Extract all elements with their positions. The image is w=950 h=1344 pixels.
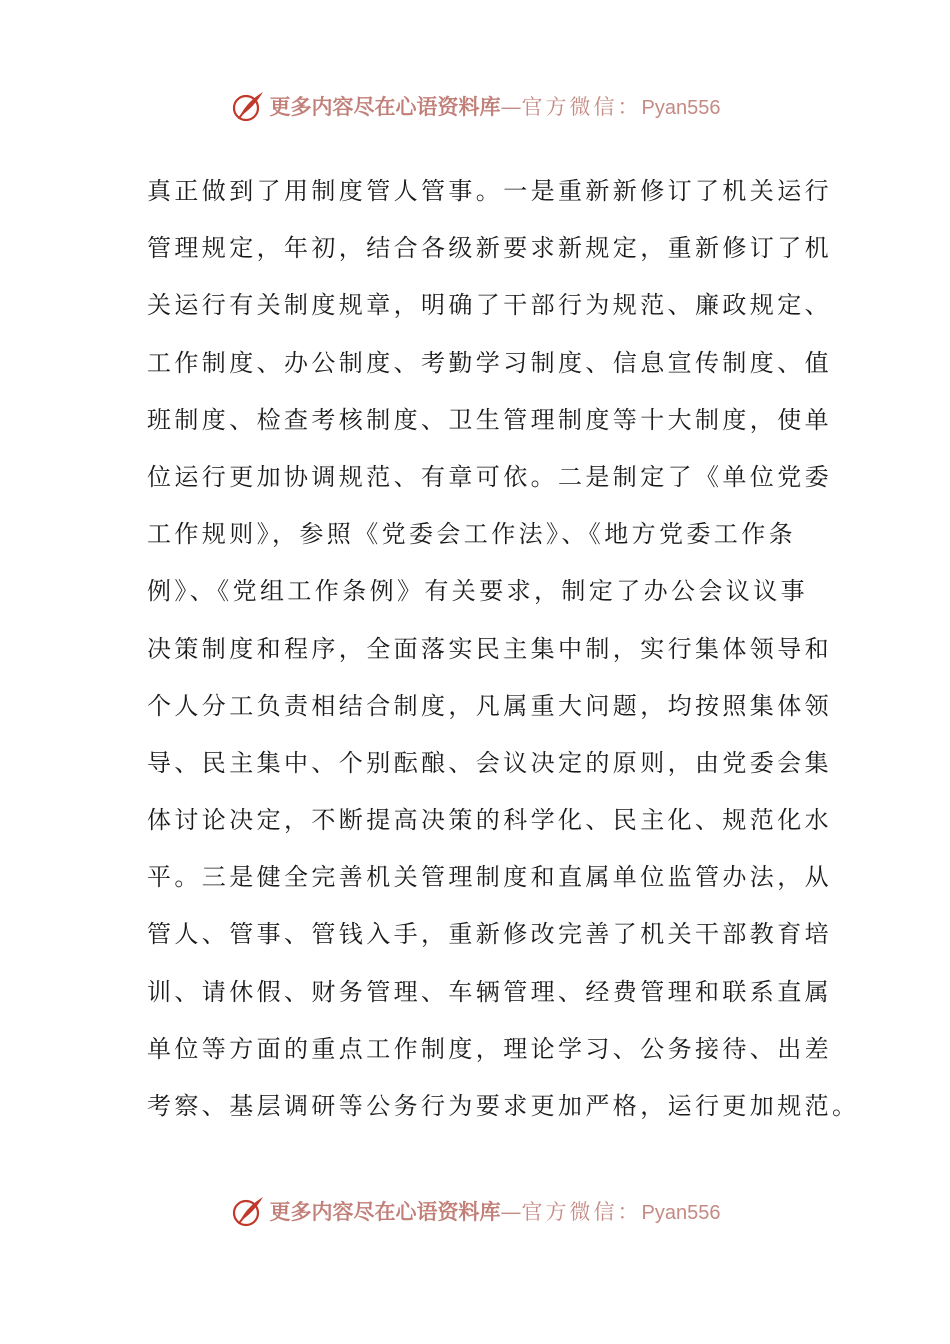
banner-dash: — (500, 1200, 522, 1224)
banner-brand: 更多内容尽在心语资料库 (269, 94, 501, 119)
text-line: 工作规则》，参照《党委会工作法》、《地方党委工作条 (147, 520, 796, 549)
quill-logo-icon (230, 1193, 266, 1229)
text-line: 管人、管事、管钱入手，重新修改完善了机关干部教育培 (147, 920, 832, 949)
text-line: 平。三是健全完善机关管理制度和直属单位监管办法，从 (147, 863, 832, 892)
banner-wechat-label: 官方微信： (521, 1200, 642, 1224)
header-banner (0, 84, 950, 128)
text-line: 个人分工负责相结合制度，凡属重大问题，均按照集体领 (147, 691, 832, 720)
quill-logo-icon (230, 88, 266, 124)
text-line: 关运行有关制度规章，明确了干部行为规范、廉政规定、 (147, 291, 832, 320)
text-line: 决策制度和程序，全面落实民主集中制，实行集体领导和 (147, 634, 832, 663)
text-line: 单位等方面的重点工作制度，理论学习、公务接待、出差 (147, 1034, 832, 1063)
text-line: 训、请休假、财务管理、车辆管理、经费管理和联系直属 (147, 977, 832, 1006)
banner-wechat-id: Pyan556 (641, 1202, 721, 1224)
footer-banner (0, 1189, 950, 1233)
footer-banner-text (270, 1196, 721, 1226)
header-banner-text (270, 91, 721, 121)
banner-wechat-label: 官方微信： (521, 95, 642, 119)
banner-wechat-id: Pyan556 (641, 97, 721, 119)
banner-dash: — (500, 95, 522, 119)
text-line: 例》、《党组工作条例》有关要求，制定了办公会议议事 (147, 577, 808, 606)
text-line: 管理规定，年初，结合各级新要求新规定，重新修订了机 (147, 234, 832, 263)
text-line: 真正做到了用制度管人管事。一是重新新修订了机关运行 (147, 177, 832, 205)
text-line: 工作制度、办公制度、考勤学习制度、信息宣传制度、值 (147, 348, 832, 377)
text-line: 班制度、检查考核制度、卫生管理制度等十大制度，使单 (147, 405, 832, 434)
text-line: 导、民主集中、个别酝酿、会议决定的原则，由党委会集 (147, 748, 832, 777)
body-paragraph (147, 163, 860, 1135)
text-line: 体讨论决定，不断提高决策的科学化、民主化、规范化水 (147, 806, 832, 835)
banner-brand: 更多内容尽在心语资料库 (269, 1199, 501, 1224)
text-line: 位运行更加协调规范、有章可依。二是制定了《单位党委 (147, 462, 832, 491)
text-line: 考察、基层调研等公务行为要求更加严格，运行更加规范。 (147, 1092, 860, 1120)
